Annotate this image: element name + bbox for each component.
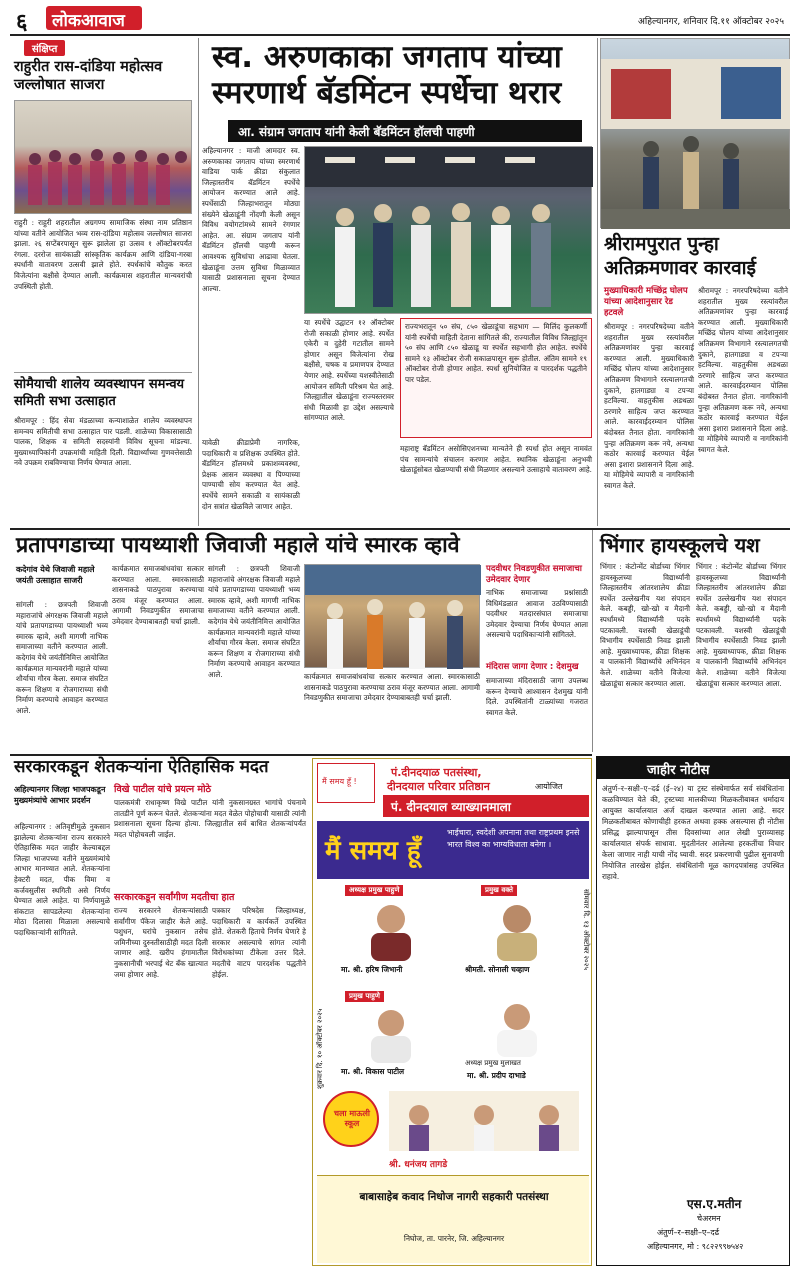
notice-title: जाहीर नोटीस — [647, 763, 710, 778]
shrirampur-body: श्रीरामपूर : नगरपरिषदेच्या वतीने शहरातील मुख्य रस्त्यांवरील अतिक्रमणांवर पुन्हा कारवाई करण्यात आली. मुख्याधिकारी मच्छिंद्र घोलप यांच्या आदेशानुसार अतिक्रमण विभागाने रस्त्यालगतची दुकाने, हातगाड्या व टपऱ्या हटविल्या. वाहतुकीस अडथळा ठरणारे साहित्य जप्त करण्यात आले. कारवाईदरम्यान पोलिस बंदोबस्त तैनात होता. नागरिकांनी पुन्हा अतिक्रमण करू नये, अन्यथा कठोर कारवाई करण्यात येईल असा इशारा प्रशासनाने दिला आहे. या मोहिमेचे व्यापारी व नागरिकांनी स्वागत केले. — [604, 322, 694, 490]
farmers-col2-title: विखे पाटील यांचे प्रयत्न मोठे — [114, 784, 212, 795]
brief-story1-title: राहुरीत रास-दांडिया महोत्सव जल्लोषात साजरा — [14, 59, 163, 93]
lead-highlight-box — [400, 318, 592, 438]
brief-story2-body: श्रीरामपूर : हिंद सेवा मंडळाच्या कन्याशाळेत शालेय व्यवस्थापन समन्वय समितीची सभा उत्साहात पार पडली. शाळेच्या विकासासाठी पालक, शिक्षक व समिती सदस्यांनी विविध सूचना मांडल्या. मुख्याध्यापिकांनी उपक्रमांची माहिती दिली. विद्यार्थ्यांच्या गुणवत्तेसाठी नवे उपक्रम राबविण्याचा निर्णय घेण्यात आला. — [14, 416, 192, 468]
notice-body: अंतुर्ण–र–सक्षी–ए–दर्ढ (ई–२४) या ट्रस्ट संस्थेमार्फत सर्व संबंधितांना कळविण्यात येते की, ट्रस्टच्या मालकीच्या मिळकतीबाबत धर्मादाय आयुक्त कार्यालयात अर्ज दाखल करण्यात आला आहे. सदर मिळकतीबाबत कोणाचीही हरकत अथवा हक्क असल्यास ही नोटीस प्रसिद्ध झाल्यापासून तीस दिवसांच्या आत लेखी पुराव्यासह कार्यालयात संपर्क साधावा. मुदतीनंतर आलेल्या हरकतींचा विचार केला जाणार नाही याची नोंद घ्यावी. सदर प्रकरणाची पुढील सुनावणी नियोजित तारखेस होईल. संबंधितांनी मूळ कागदपत्रांसह उपस्थित राहावे. — [602, 784, 784, 881]
ad-speaker1-name: मा. श्री. हरिष जिभानी — [341, 965, 403, 974]
ad-speaker2-tag: प्रमुख वक्ते — [481, 885, 517, 896]
lecture-series-ad — [312, 758, 592, 1266]
notice-signer-role: चेअरमन — [697, 1214, 721, 1223]
brief-tag: संक्षिप्त — [24, 40, 65, 56]
lead-headline-line2: स्मरणार्थ बॅडमिंटन स्पर्धेचा थरार — [212, 75, 562, 111]
pratapgad-body-col4: कार्यक्रमात समाजबांधवांचा सत्कार करण्यात आला. स्मारकासाठी शासनाकडे पाठपुरावा करण्याचा ठराव मंजूर करण्यात आला. आगामी निवडणुकीत समाजाचा उमेदवार देण्याबाबतही चर्चा झाली. — [304, 672, 480, 703]
ad-big-text: मैं समय हूँ — [325, 836, 421, 866]
ad-bank-panel — [317, 1175, 589, 1263]
ad-speaker1-tag: अध्यक्ष प्रमुख पाहुणे — [345, 885, 403, 896]
ad-speaker3-name: मा. श्री. विकास पाटील — [341, 1067, 405, 1076]
ad-speaker4-portrait — [487, 999, 547, 1057]
pratapgad-side-title: पदवीधर निवडणुकीत समाजाचा उमेदवार देणार — [486, 564, 582, 585]
farmers-col2-body: पालकमंत्री राधाकृष्ण विखे पाटील यांनी नुकसानग्रस्त भागांचे पंचनामे तातडीने पूर्ण करून घेतले. शेतकऱ्यांना मदत वेळेत पोहोचावी यासाठी त्यांनी प्रशासनाला सूचना दिल्या होत्या. जिल्ह्यातील सर्व बाधित शेतकऱ्यांपर्यंत मदत पोहोचवली जाईल. — [114, 798, 306, 839]
col-divider-left — [198, 38, 199, 526]
notice-signer-org: अंतुर्ण–र–सक्षी–ए–दर्ढ — [657, 1228, 720, 1237]
farmers-story — [10, 756, 310, 1266]
ad-bank-sub: निघोज, ता. पारनेर, जि. अहिल्यानगर — [403, 1234, 505, 1243]
ad-date-right: सोमवार दि. १३ ऑक्टोबर २०२५ — [582, 889, 590, 970]
notice-signer-name: एस.ए.मतीन — [687, 1197, 742, 1211]
ad-bank-name: बाबासाहेब कवाद निधोज नागरी सहकारी पतसंस्था — [359, 1191, 549, 1203]
lead-body-col1b: यावेळी क्रीडाप्रेमी नागरिक, पदाधिकारी व प्रशिक्षक उपस्थित होते. बॅडमिंटन हॉलमध्ये प्रकाशव्यवस्था, प्रेक्षक आसन व्यवस्था व पिण्याच्या पाण्याची सोय करण्यात येत आहे. स्पर्धेचे सामने सकाळी व सायंकाळी दोन सत्रांत खेळविले जाणार आहेत. — [202, 438, 300, 511]
col-divider-bhingar — [592, 530, 593, 752]
dandiya-crowd-graphic — [15, 101, 193, 215]
lead-headline-line1: स्व. अरुणकाका जगताप यांच्या — [212, 39, 562, 75]
ad-school-badge — [323, 1091, 379, 1147]
farmers-col2-body2: राज्य सरकारने शेतकऱ्यांसाठी सर्वांगीण पॅकेज जाहीर केले आहे. पशुधन, घरांचे नुकसान तसेच जमिनीच्या दुरुस्तीसाठीही मदत दिली जाणार आहे. खरीप हंगामातील नुकसानीची भरपाई थेट बँक खात्यात जमा होणार आहे. — [114, 906, 208, 979]
ad-speaker4-role: अध्यक्ष प्रमुख मुलाखत — [465, 1059, 521, 1067]
ad-speaker2-name: श्रीमती. सोनाली चव्हाण — [465, 965, 530, 974]
lead-highlight-text: राज्यभरातून ५० संघ, ८५० खेळाडूंचा सहभाग — मिलिंद कुलकर्णी यांनी स्पर्धेची माहिती देताना सांगितले की, राज्यातील विविध जिल्ह्यांतून ५० संघ आणि ८५० खेळाडू या स्पर्धेत सहभागी होत आहेत. स्पर्धेचे सामने १३ ऑक्टोबर रोजी सकाळपासून सुरू होतील. अंतिम सामने १९ ऑक्टोबर रोजी होणार आहेत. स्पर्धा सुनियोजित व पारदर्शक पद्धतीने पार पडेल. — [405, 322, 587, 384]
lead-body-col4: महाराष्ट्र बॅडमिंटन असोसिएशनच्या मान्यतेने ही स्पर्धा होत असून नामवंत पंच सामन्यांचे संचालन करणार आहेत. स्थानिक खेळाडूंना अनुभवी खेळाडूंसोबत खेळण्याची संधी मिळणार असल्याने उत्साहाचे वातावरण आहे. — [400, 444, 592, 475]
shrirampur-story — [600, 38, 790, 526]
farmers-col2-sub: सरकारकडून सर्वांगीण मदतीचा हात — [114, 892, 235, 903]
encroachment-photo — [600, 38, 790, 228]
bhingar-body-col2: भिंगार : कंटोन्मेंट बोर्डाच्या भिंगार हायस्कूलच्या विद्यार्थ्यांनी जिल्हास्तरीय आंतरशालेय क्रीडा स्पर्धेत उल्लेखनीय यश संपादन केले. कबड्डी, खो-खो व मैदानी स्पर्धांमध्ये विद्यार्थ्यांनी पदके पटकावली. यशस्वी खेळाडूंची विभागीय स्पर्धेसाठी निवड झाली आहे. मुख्याध्यापक, क्रीडा शिक्षक व पालकांनी विद्यार्थ्यांचे अभिनंदन केले. शाळेच्या वतीने विजेत्या खेळाडूंचा सत्कार करण्यात आला. — [696, 562, 786, 688]
ad-speaker3 — [335, 991, 447, 1087]
masthead-rule — [10, 34, 790, 36]
ad-speaker4 — [461, 991, 573, 1087]
ad-event-strip — [389, 1091, 579, 1151]
shrirampur-body-col2: श्रीरामपूर : नगरपरिषदेच्या वतीने शहरातील मुख्य रस्त्यांवरील अतिक्रमणांवर पुन्हा कारवाई करण्यात आली. मुख्याधिकारी मच्छिंद्र घोलप यांच्या आदेशानुसार अतिक्रमण विभागाने रस्त्यालगतची दुकाने, हातगाड्या व टपऱ्या हटविल्या. वाहतुकीस अडथळा ठरणारे साहित्य जप्त करण्यात आले. कारवाईदरम्यान पोलिस बंदोबस्त तैनात होता. नागरिकांनी पुन्हा अतिक्रमण करू नये, अन्यथा कठोर कारवाई करण्यात येईल असा इशारा प्रशासनाने दिला आहे. या मोहिमेचे व्यापारी व नागरिकांनी स्वागत केले. — [698, 286, 788, 454]
lead-story — [202, 38, 594, 526]
brief-story1-body: राहुरी : राहुरी शहरातील अग्रगण्य सामाजिक संस्था नाम प्रतिष्ठान यांच्या वतीने आयोजित भव्य रास-दांडिया महोत्सव जल्लोषात साजरा झाला. २६ सप्टेंबरपासून सुरू झालेला हा उत्सव १ ऑक्टोबरपर्यंत रंगला. दररोज सायंकाळी सांस्कृतिक कार्यक्रम आणि दांडिया-गरबा स्पर्धांनी वातावरण उत्सवी झाले होते. स्पर्धकांचे कौतुक करत विजेत्यांना बक्षीसे देण्यात आली. कार्यक्रमास शहरातील मान्यवरांची उपस्थिती होती. — [14, 218, 192, 291]
notice-title-bar — [597, 757, 789, 779]
encroachment-scene-graphic — [601, 39, 790, 229]
lead-strap — [228, 120, 582, 142]
ad-date-left: शुक्रवार दि. १० ऑक्टोबर २०२५ — [316, 1008, 324, 1089]
ad-speaker4-name: मा. श्री. प्रदीप दाभाडे — [467, 1071, 526, 1080]
bhingar-body-col1: भिंगार : कंटोन्मेंट बोर्डाच्या भिंगार हायस्कूलच्या विद्यार्थ्यांनी जिल्हास्तरीय आंतरशालेय क्रीडा स्पर्धेत उल्लेखनीय यश संपादन केले. कबड्डी, खो-खो व मैदानी स्पर्धांमध्ये विद्यार्थ्यांनी पदके पटकावली. यशस्वी खेळाडूंची विभागीय स्पर्धेसाठी निवड झाली आहे. मुख्याध्यापक, क्रीडा शिक्षक व पालकांनी विद्यार्थ्यांचे अभिनंदन केले. शाळेच्या वतीने विजेत्या खेळाडूंचा सत्कार करण्यात आला. — [600, 562, 690, 688]
masthead — [10, 4, 790, 34]
col-divider-right — [597, 38, 598, 526]
pratapgad-temple-body: समाजाच्या मंदिरासाठी जागा उपलब्ध करून देण्याचे आश्वासन देशमुख यांनी दिले. उपस्थितांनी टाळ्यांच्या गजरात स्वागत केले. — [486, 676, 588, 717]
dandiya-photo — [14, 100, 192, 214]
farmers-byline: अहिल्यानगर जिल्हा भाजपकडून मुख्यमंत्र्यांचे आभार प्रदर्शन — [14, 785, 106, 805]
page-number: ६ — [16, 10, 28, 34]
brand-name: लोकआवाज — [52, 11, 125, 31]
pratapgad-temple-title: मंदिरास जागा देणार : देशमुख — [486, 662, 579, 672]
pratapgad-body-col2: कार्यक्रमात समाजबांधवांचा सत्कार करण्यात आला. स्मारकासाठी शासनाकडे पाठपुरावा करण्याचा ठराव मंजूर करण्यात आला. आगामी निवडणुकीत समाजाचा उमेदवार देण्याबाबतही चर्चा झाली. — [112, 564, 204, 626]
farmers-headline: सरकारकडून शेतकऱ्यांना ऐतिहासिक मदत — [14, 757, 269, 777]
farmers-col3-body: पत्रकार परिषदेस जिल्हाध्यक्ष, पदाधिकारी व कार्यकर्ते उपस्थित होते. शेतकरी हिताचे निर्णय घेणारे हे सरकार असल्याचे सांगत त्यांनी विरोधकांच्या टीकेला उत्तर दिले. मदतीचे वाटप पारदर्शक पद्धतीने होईल. — [212, 906, 306, 979]
bhingar-headline: भिंगार हायस्कूलचे यश — [600, 533, 760, 557]
ad-badge-text: मैं समय हूँ ! — [322, 777, 357, 786]
ad-org-tag: आयोजित — [535, 782, 563, 791]
bhingar-story — [596, 530, 790, 754]
lead-strap-text: आ. संग्राम जगताप यांनी केली बॅडमिंटन हॉलची पाहणी — [238, 125, 475, 139]
ad-org-line2: दीनदयाल परिवार प्रतिष्ठान — [387, 780, 490, 793]
ad-speaker1-portrait — [361, 899, 421, 961]
ad-purple-panel — [317, 821, 589, 879]
felicitation-graphic — [305, 565, 481, 669]
ad-badge — [317, 763, 375, 803]
ad-speaker2-portrait — [487, 899, 547, 961]
pratapgad-story — [10, 530, 590, 752]
dateline: अहिल्यानगर, शनिवार दि.११ ऑक्टोबर २०२५ — [637, 17, 784, 27]
pratapgad-byline: कदेगांव येथे जिवाजी महाले जयंती उत्साहात साजरी — [16, 565, 95, 585]
badminton-hall-photo — [304, 146, 592, 314]
badminton-officials-graphic — [305, 147, 593, 315]
ad-slogan: भाईचारा, स्वदेशी अपनाना तथा राष्ट्रप्रथम इनसे भारत विश्व का भाग्यविधाता बनेगा । — [447, 828, 580, 849]
ad-speaker2 — [461, 885, 573, 985]
ad-school-name: चला माऊली स्कूल — [334, 1109, 370, 1128]
pratapgad-photo — [304, 564, 480, 668]
ad-inaugurator: श्री. धनंजय तागडे — [389, 1160, 448, 1170]
notice-signer-place: अहिल्यानगर, मो : ९८२२९९७५४२ — [647, 1242, 744, 1251]
ad-series-banner — [383, 795, 589, 817]
pratapgad-body-col1: सांगली : छत्रपती शिवाजी महाराजांचे अंगरक्षक जिवाजी महाले यांचे प्रतापगडाच्या पायथ्याशी भव्य स्मारक व्हावे, अशी मागणी नाभिक समाजाच्या वतीने करण्यात आली. कदेगांव येथे जयंतीनिमित्त आयोजित कार्यक्रमात मान्यवरांनी महाले यांच्या शौर्याचा गौरव केला. समाज संघटित करून शिक्षण व रोजगाराच्या संधी निर्माण करण्याचे आवाहन करण्यात आले. — [16, 600, 108, 715]
brand-logo — [46, 6, 142, 30]
pratapgad-body-col3: सांगली : छत्रपती शिवाजी महाराजांचे अंगरक्षक जिवाजी महाले यांचे प्रतापगडाच्या पायथ्याशी भव्य स्मारक व्हावे, अशी मागणी नाभिक समाजाच्या वतीने करण्यात आली. कदेगांव येथे जयंतीनिमित्त आयोजित कार्यक्रमात मान्यवरांनी महाले यांच्या शौर्याचा गौरव केला. समाज संघटित करून शिक्षण व रोजगाराच्या संधी निर्माण करण्याचे आवाहन करण्यात आले. — [208, 564, 300, 679]
ad-series-title: पं. दीनदयाल व्याख्यानमाला — [391, 800, 511, 814]
ad-org-line1: पं.दीनदयाळ पतसंस्था, — [391, 766, 482, 779]
lead-body-col2: या स्पर्धेचे उद्घाटन १२ ऑक्टोबर रोजी सकाळी होणार आहे. स्पर्धेत एकेरी व दुहेरी गटातील सामने होणार असून विजेत्यांना रोख बक्षीसे, चषक व प्रमाणपत्र देण्यात येणार आहे. स्पर्धेच्या यशस्वीतेसाठी आयोजन समिती परिश्रम घेत आहे. जिल्ह्यातील खेळाडूंना राज्यस्तरावर संधी मिळावी हा उद्देश असल्याचे सांगण्यात आले. — [304, 318, 394, 423]
ad-speaker3-tag: प्रमुख पाहुणे — [345, 991, 384, 1002]
brief-column — [10, 38, 196, 526]
public-notice — [596, 756, 790, 1266]
ad-speaker1 — [335, 885, 447, 985]
brief-story2-title: सोमैयाची शालेय व्यवस्थापन समन्वय समिती सभा उत्साहात — [14, 377, 185, 409]
pratapgad-headline: प्रतापगडाच्या पायथ्याशी जिवाजी महाले यांचे स्मारक व्हावे — [16, 533, 460, 558]
pratapgad-side-body: नाभिक समाजाच्या प्रश्नांसाठी विधिमंडळात आवाज उठविण्यासाठी पदवीधर मतदारसंघात समाजाचा उमेदवार देण्याचा निर्णय घेण्यात आला असल्याचे पदाधिकाऱ्यांनी सांगितले. — [486, 588, 588, 640]
shrirampur-headline: श्रीरामपुरात पुन्हा अतिक्रमणावर कारवाई — [604, 233, 756, 279]
shrirampur-subhead: मुख्याधिकारी मच्छिंद्र घोलप यांच्या आदेशानुसार रेड हटवले — [604, 286, 688, 318]
farmers-body: अहिल्यानगर : अतिवृष्टीमुळे नुकसान झालेल्या शेतकऱ्यांना राज्य सरकारने ऐतिहासिक मदत जाहीर केल्याबद्दल जिल्हा भाजपच्या वतीने मुख्यमंत्र्यांचे आभार मानण्यात आले. शेतकऱ्यांना हेक्टरी मदत, पीक विमा व कर्जवसुलीस स्थगिती असे निर्णय घेण्यात आले आहेत. या निर्णयामुळे संकटात सापडलेल्या शेतकऱ्यांना मोठा दिलासा मिळाला असल्याचे पदाधिकाऱ्यांनी सांगितले. — [14, 822, 110, 937]
brief-divider — [14, 372, 192, 373]
lead-body-col1: अहिल्यानगर : माजी आमदार स्व. अरुणकाका जगताप यांच्या स्मरणार्थ वाडिया पार्क क्रीडा संकुलात जिल्हास्तरीय बॅडमिंटन स्पर्धेचे आयोजन करण्यात आले आहे. स्पर्धेसाठी जिल्हाभरातून मोठ्या संख्येने खेळाडूंनी नोंदणी केली असून विविध वयोगटांमध्ये सामने रंगणार आहेत. आ. संग्राम जगताप यांनी बॅडमिंटन हॉलची पाहणी करून आवश्यक सुविधांचा आढावा घेतला. खेळाडूंना उत्तम सुविधा मिळाव्यात यासाठी प्रशासनाला सूचना देण्यात आल्या. — [202, 146, 300, 293]
ad-speaker3-portrait — [361, 1005, 421, 1063]
